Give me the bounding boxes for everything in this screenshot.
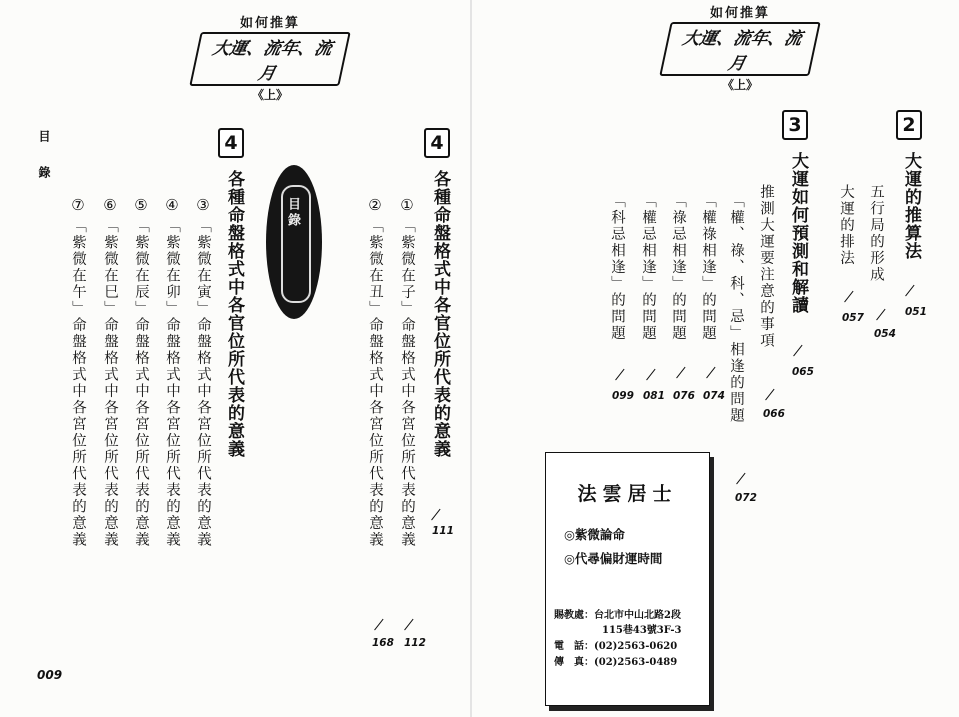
phone-label: 電 話：	[554, 641, 594, 652]
header-line2: 大運、流年、流月	[189, 32, 350, 86]
page-number: 057	[842, 312, 864, 324]
chapter-title: 各種命盤格式中各官位所代表的意義	[430, 170, 450, 458]
toc-item: 「祿忌相逢」的問題	[670, 193, 686, 342]
page-number: 051	[905, 306, 927, 318]
chapter-title: 大運的推算法	[901, 152, 921, 260]
header-line3: 《上》	[721, 78, 758, 92]
page-number: 076	[673, 390, 695, 402]
contents-oval-emblem	[266, 165, 322, 319]
leader-slash	[765, 389, 775, 401]
item-number: ②	[366, 196, 384, 214]
ad-address-line	[554, 606, 681, 621]
toc-item: 「權祿相逢」的問題	[700, 193, 716, 342]
leader-slash	[676, 367, 686, 379]
address-1: 台北市中山北路2段	[594, 610, 681, 621]
page-number: 099	[612, 390, 634, 402]
toc-item: 大運的排法	[838, 184, 854, 267]
left-running-header	[195, 12, 345, 103]
leader-slash	[615, 369, 625, 381]
oval-label: 目錄	[285, 197, 300, 229]
fax-label: 傳 真：	[554, 657, 594, 668]
chapter-title: 大運如何預測和解讀	[788, 152, 808, 314]
chapter-number-box: 2	[896, 110, 922, 140]
header-line3: 《上》	[251, 88, 288, 102]
toc-item: 「紫微在辰」命盤格式中各宮位所代表的意義	[133, 218, 149, 548]
right-running-header	[665, 2, 815, 93]
address-label: 賜教處：	[554, 610, 594, 621]
page-number: 074	[703, 390, 725, 402]
header-line1: 如何推算	[239, 16, 300, 31]
leader-slash	[374, 619, 384, 631]
page-number: 081	[643, 390, 665, 402]
author-ad-box	[545, 452, 710, 706]
item-number: ⑥	[101, 196, 119, 214]
leader-slash	[431, 509, 441, 521]
leader-slash	[876, 309, 886, 321]
folio-page-number: 009	[37, 668, 63, 682]
toc-item: 「紫微在寅」命盤格式中各宮位所代表的意義	[195, 218, 211, 548]
leader-slash	[905, 285, 915, 297]
author-name: 法雲居士	[577, 483, 678, 505]
page-number: 168	[372, 637, 394, 649]
leader-slash	[736, 473, 746, 485]
toc-item: 「紫微在卯」命盤格式中各宮位所代表的意義	[164, 218, 180, 548]
chapter-number-box: 3	[782, 110, 808, 140]
chapter-number-box: 4	[424, 128, 450, 158]
chapter-title: 各種命盤格式中各官位所代表的意義	[224, 170, 244, 458]
ad-fax-line	[554, 653, 677, 668]
toc-item: 推測大運要注意的事項	[758, 184, 774, 349]
toc-item: 「紫微在子」命盤格式中各宮位所代表的意義	[399, 218, 415, 548]
ad-service: ◎紫微論命	[564, 527, 625, 542]
phone-number: (02)2563-0620	[594, 641, 678, 652]
page-number: 065	[792, 366, 814, 378]
item-number: ④	[163, 196, 181, 214]
page-number: 054	[874, 328, 896, 340]
page-number: 066	[763, 408, 785, 420]
toc-item: 「科忌相逢」的問題	[609, 193, 625, 342]
toc-item: 「權、祿、科、忌」相逢的問題	[728, 193, 744, 424]
item-number: ⑦	[69, 196, 87, 214]
page-number: 111	[432, 525, 454, 537]
item-number: ③	[194, 196, 212, 214]
leader-slash	[844, 291, 854, 303]
leader-slash	[706, 367, 716, 379]
leader-slash	[646, 369, 656, 381]
page-number: 112	[404, 637, 426, 649]
leader-slash	[404, 619, 414, 631]
ad-service: ◎代尋偏財運時間	[564, 551, 663, 566]
toc-item: 「紫微在丑」命盤格式中各宮位所代表的意義	[367, 218, 383, 548]
leader-slash	[793, 345, 803, 357]
toc-item: 五行局的形成	[868, 184, 884, 283]
header-line1: 如何推算	[709, 6, 770, 21]
toc-item: 「紫微在午」命盤格式中各宮位所代表的意義	[70, 218, 86, 548]
ad-phone-line	[554, 637, 677, 652]
item-number: ⑤	[132, 196, 150, 214]
toc-item: 「權忌相逢」的問題	[640, 193, 656, 342]
side-label-contents: 目錄	[37, 130, 51, 202]
page-gutter	[470, 0, 472, 717]
toc-item: 「紫微在巳」命盤格式中各宮位所代表的意義	[102, 218, 118, 548]
fax-number: (02)2563-0489	[594, 657, 678, 668]
chapter-number-box: 4	[218, 128, 244, 158]
page-number: 072	[735, 492, 757, 504]
header-line2: 大運、流年、流月	[659, 22, 820, 76]
item-number: ①	[398, 196, 416, 214]
address-2: 115巷43號3F-3	[602, 625, 682, 636]
